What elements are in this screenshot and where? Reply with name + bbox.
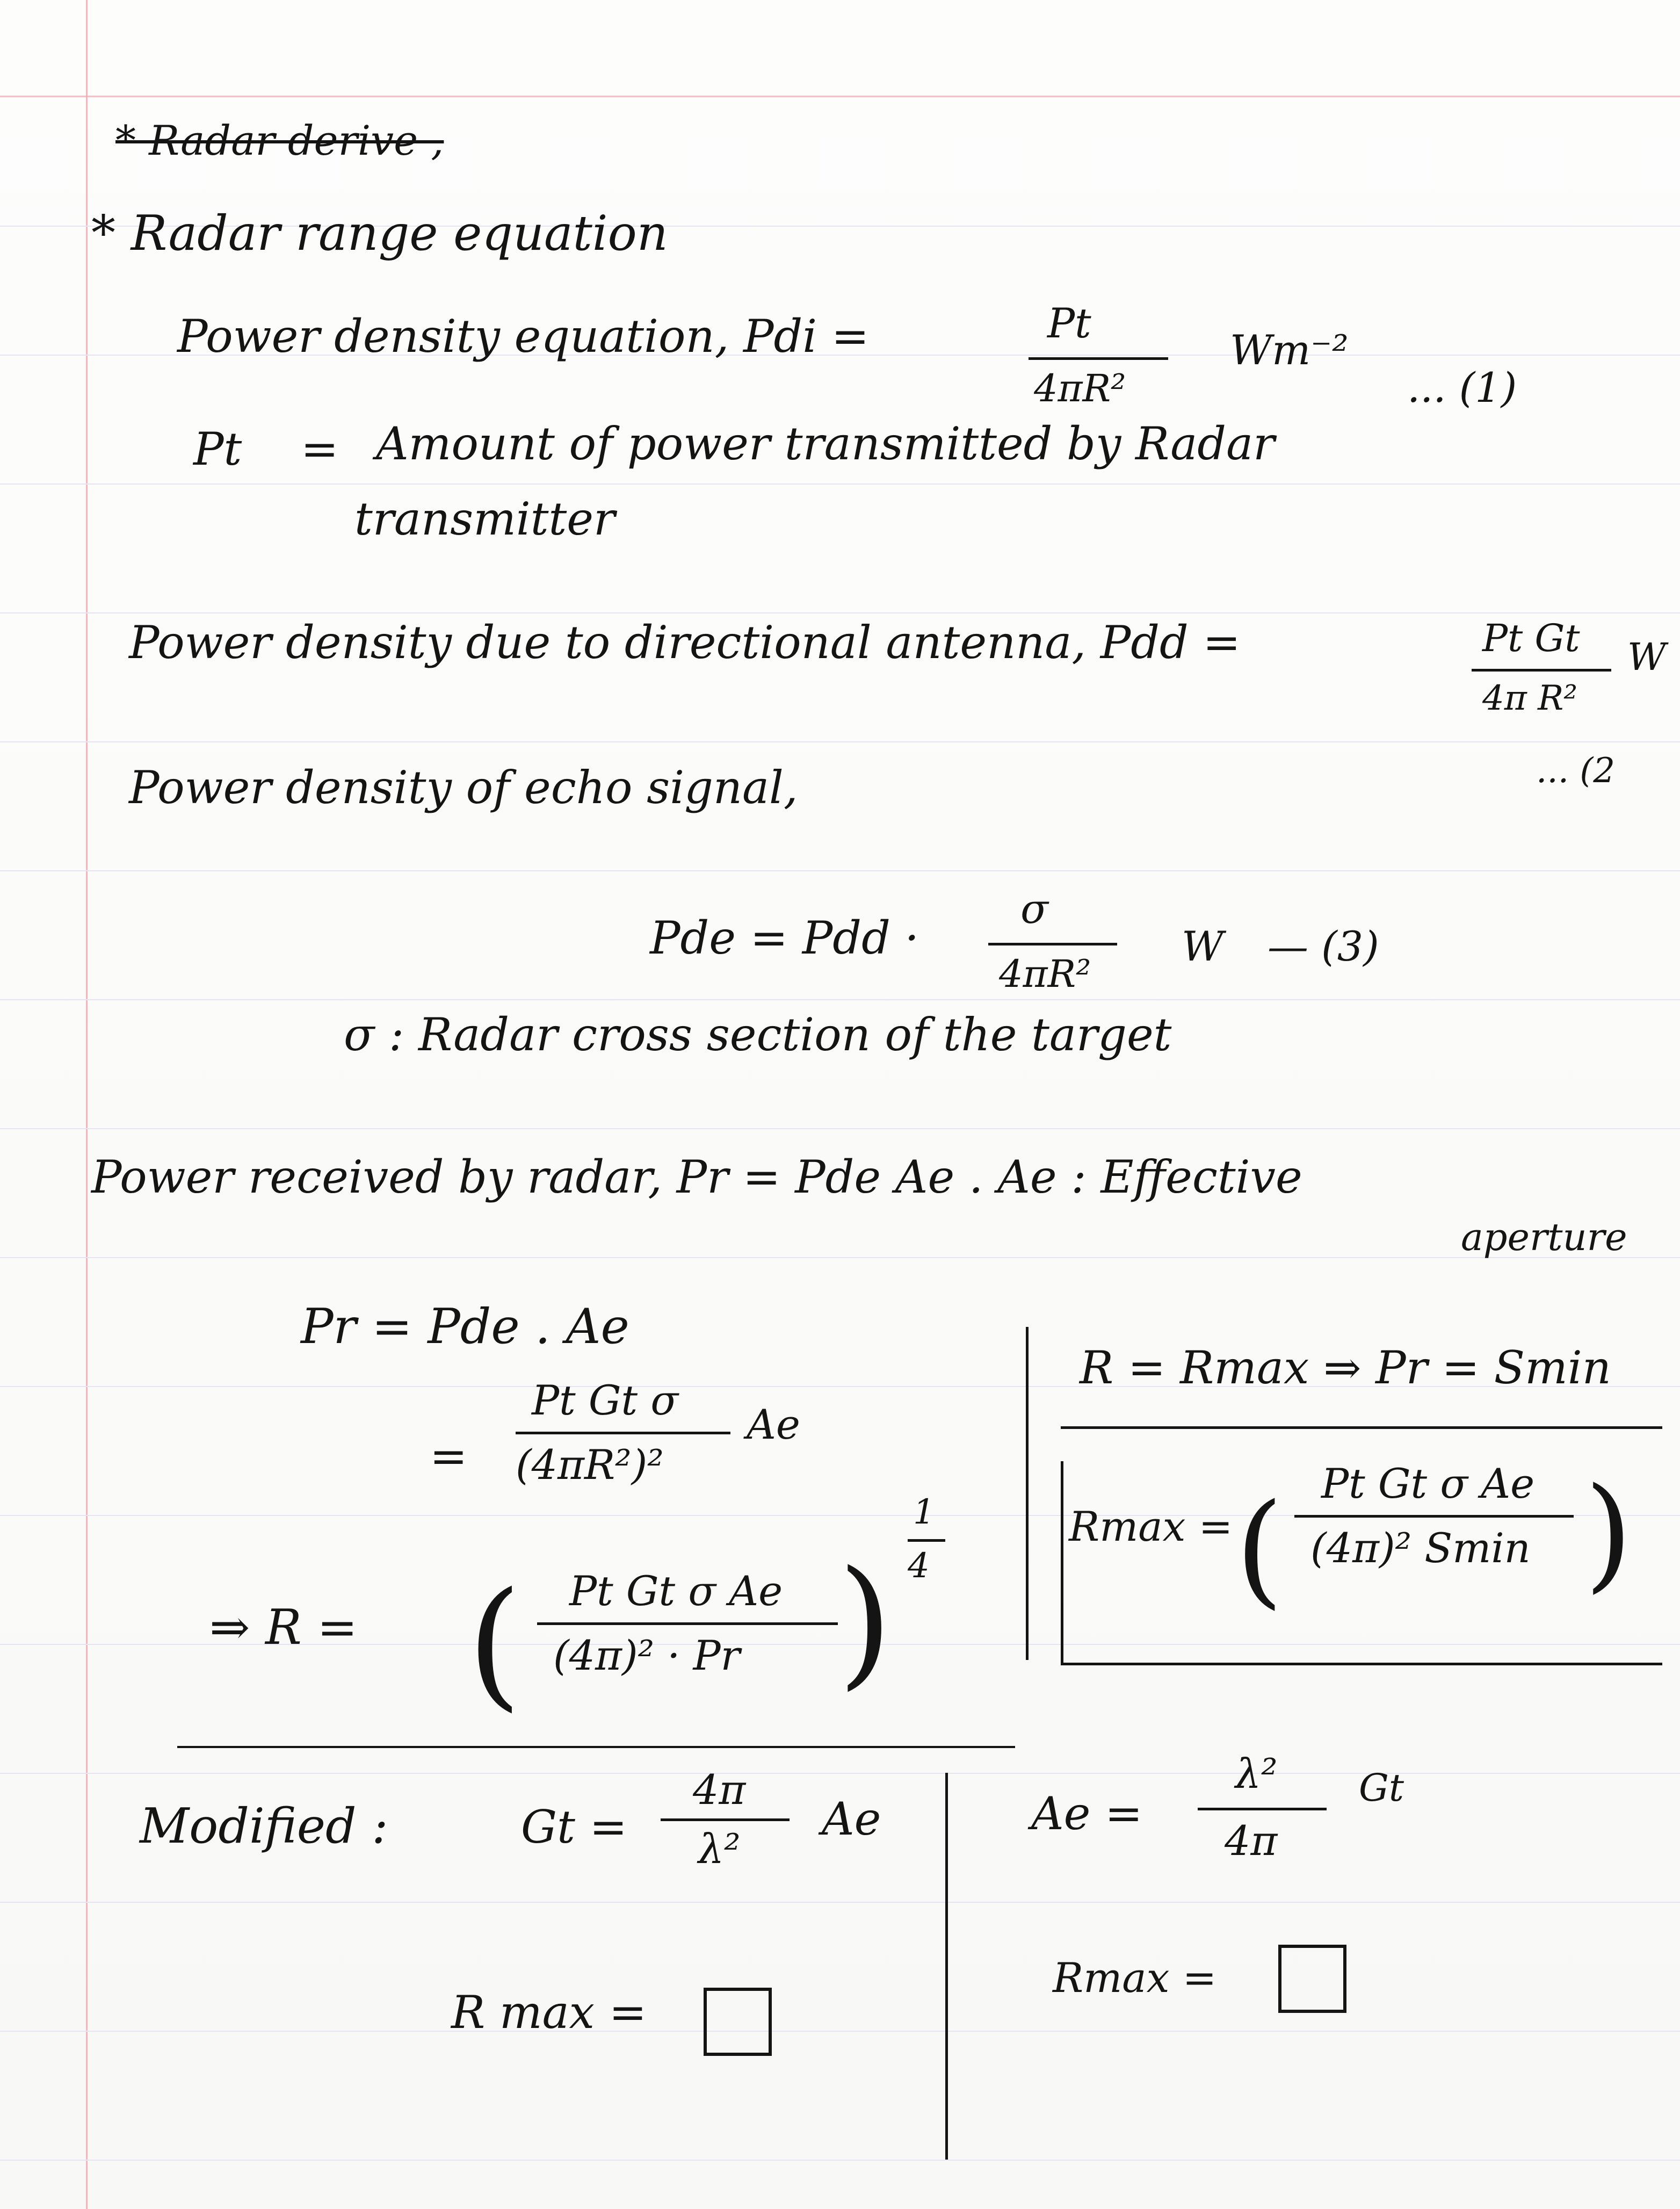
pt-equals: = bbox=[301, 423, 339, 475]
derivation-line3-open-paren: ( bbox=[467, 1563, 522, 1725]
eq2-unit: W bbox=[1627, 635, 1666, 679]
derivation-line3-den: (4π)² · Pr bbox=[553, 1632, 741, 1679]
eq2-label: Power density due to directional antenna, Pdd = bbox=[129, 616, 1241, 669]
eq2-denominator: 4π R² bbox=[1482, 678, 1577, 718]
derivation-line3-exp-bar bbox=[908, 1539, 945, 1542]
eq1-numerator: Pt bbox=[1047, 299, 1091, 347]
eq3-unit: W bbox=[1182, 922, 1224, 970]
eq3-ref: — (3) bbox=[1268, 922, 1379, 970]
rmax-box-bottom bbox=[1061, 1663, 1662, 1665]
pt-symbol: Pt bbox=[193, 423, 242, 475]
modified-ae-den: 4π bbox=[1225, 1817, 1278, 1865]
pt-definition-line1: Amount of power transmitted by Radar bbox=[376, 417, 1275, 470]
received-power-line-cont: aperture bbox=[1461, 1215, 1627, 1259]
derivation-line3-num: Pt Gt σ Ae bbox=[569, 1567, 783, 1615]
derivation-line3-close-paren: ) bbox=[838, 1541, 893, 1703]
modified-rmax-right-answer-box[interactable] bbox=[1278, 1945, 1346, 2013]
rmax-box-top bbox=[1061, 1426, 1662, 1429]
derivation-line1: Pr = Pde . Ae bbox=[301, 1298, 629, 1355]
eq2-fraction-bar bbox=[1472, 669, 1611, 672]
modified-gt-lhs: Gt = bbox=[521, 1801, 627, 1853]
rmax-fraction-bar bbox=[1294, 1515, 1574, 1518]
eq3-numerator: σ bbox=[1020, 885, 1048, 933]
top-margin-rule bbox=[0, 96, 1680, 97]
eq3-label: Power density of echo signal, bbox=[129, 761, 798, 814]
rmax-condition: R = Rmax ⇒ Pr = Smin bbox=[1080, 1341, 1611, 1394]
eq2-ref: ... (2 bbox=[1536, 751, 1616, 791]
modified-ae-lhs: Ae = bbox=[1031, 1787, 1143, 1840]
derivation-line2-num: Pt Gt σ bbox=[532, 1376, 679, 1424]
derivation-line3-exp-num: 1 bbox=[913, 1492, 935, 1532]
section-divider-vertical bbox=[1026, 1327, 1029, 1660]
modified-label: Modified : bbox=[140, 1798, 388, 1854]
page-title: * Radar range equation bbox=[91, 205, 668, 262]
derivation-line2-eq: = bbox=[430, 1430, 468, 1483]
modified-ae-tail: Gt bbox=[1359, 1766, 1404, 1810]
eq1-ref: ... (1) bbox=[1407, 364, 1517, 412]
modified-rmax-left-label: R max = bbox=[451, 1986, 647, 2039]
eq3-fraction-bar bbox=[988, 943, 1117, 945]
rmax-close-paren: ) bbox=[1584, 1462, 1633, 1605]
eq3-denominator: 4πR² bbox=[999, 952, 1091, 996]
rmax-den: (4π)² Smin bbox=[1310, 1524, 1531, 1572]
modified-gt-num: 4π bbox=[693, 1766, 746, 1814]
modified-gt-fraction-bar bbox=[661, 1818, 790, 1821]
eq3-lhs: Pde = Pdd · bbox=[650, 912, 919, 964]
eq1-fraction-bar bbox=[1029, 357, 1168, 360]
modified-rmax-left-answer-box[interactable] bbox=[704, 1988, 772, 2056]
eq1-unit: Wm⁻² bbox=[1230, 326, 1349, 374]
modified-gt-den: λ² bbox=[698, 1825, 741, 1873]
rmax-box-left bbox=[1061, 1461, 1063, 1665]
derivation-line3-exp-den: 4 bbox=[908, 1546, 930, 1586]
rmax-lhs: Rmax = bbox=[1069, 1503, 1233, 1550]
derivation-line2-tail: Ae bbox=[747, 1401, 800, 1448]
eq2-numerator: Pt Gt bbox=[1482, 616, 1580, 660]
modified-gt-tail: Ae bbox=[822, 1793, 881, 1845]
section-separator bbox=[177, 1746, 1015, 1748]
modified-ae-fraction-bar bbox=[1198, 1808, 1327, 1810]
derivation-line2-fraction-bar bbox=[516, 1432, 730, 1434]
modified-rmax-right-label: Rmax = bbox=[1053, 1954, 1217, 2002]
rmax-num: Pt Gt σ Ae bbox=[1321, 1460, 1535, 1507]
modified-ae-num: λ² bbox=[1235, 1750, 1278, 1797]
received-power-line: Power received by radar, Pr = Pde Ae . Ae : Effective bbox=[91, 1151, 1302, 1203]
derivation-line2-den: (4πR²)² bbox=[516, 1441, 664, 1489]
rmax-open-paren: ( bbox=[1235, 1478, 1284, 1621]
left-margin-line bbox=[86, 0, 88, 2209]
sigma-definition: σ : Radar cross section of the target bbox=[344, 1008, 1172, 1061]
struck-heading: * Radar derive , bbox=[115, 117, 444, 164]
eq1-denominator: 4πR² bbox=[1034, 366, 1126, 410]
derivation-line3-fraction-bar bbox=[537, 1622, 838, 1625]
modified-divider-vertical bbox=[945, 1773, 948, 2160]
derivation-line3-arrow: ⇒ R = bbox=[209, 1599, 358, 1656]
pt-definition-line2: transmitter bbox=[354, 493, 615, 545]
eq1-label: Power density equation, Pdi = bbox=[177, 310, 870, 363]
